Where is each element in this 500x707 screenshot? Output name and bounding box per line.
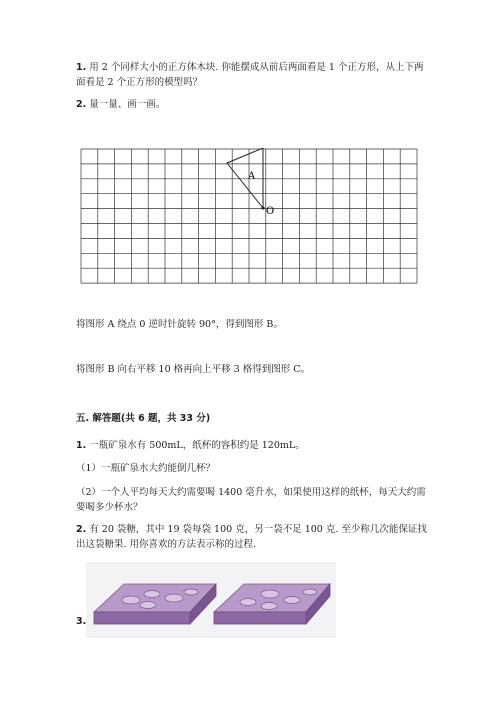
problem-text: 一瓶矿泉水有 500mL，纸杯的容积约是 120mL。 [89, 440, 305, 451]
illustration-block-models [86, 562, 336, 643]
point-o [261, 206, 264, 209]
section-heading: 五. 解答题(共 6 题，共 33 分) [76, 413, 211, 424]
problem-text: 有 20 袋糖，其中 19 袋每袋 100 克，另一袋不足 100 克. 至少称几次能保证找出这袋糖果. 用你喜欢的方法表示称的过程. [76, 524, 427, 550]
problem-number: 2. [76, 524, 87, 535]
problem-1 [76, 60, 431, 90]
problem-number: 1. [76, 62, 87, 73]
label-a: A [248, 171, 256, 182]
answer-q3 [76, 614, 86, 629]
grid-drawing [80, 148, 418, 284]
grid-lines [81, 149, 417, 283]
answer-q2 [76, 522, 431, 552]
answer-q1-sub2: （2）一个人平均每天大约需要喝 1400 毫升水，如果使用这样的纸杯，每天大约需要喝多少杯水？ [76, 487, 426, 513]
problem-2 [76, 97, 431, 112]
problem-number: 2. [76, 99, 87, 110]
instruction-rotate: 将图形 A 绕点 0 逆时针旋转 90°，得到图形 B。 [76, 319, 283, 330]
problem-number: 3. [76, 616, 87, 627]
answer-q1-sub1: （1）一瓶矿泉水大约能倒几杯？ [76, 463, 216, 474]
instruction-translate: 将图形 B 向右平移 10 格再向上平移 3 格得到图形 C。 [76, 364, 311, 375]
grid-figure [80, 148, 418, 289]
problem-number: 1. [76, 440, 87, 451]
problem-text: 用 2 个同样大小的正方体木块. 你能摆成从前后两面看是 1 个正方形，从上下两面看是 2 个正方形的模型吗？ [76, 62, 424, 88]
label-o: O [266, 206, 275, 217]
problem-text: 量一量、画一画。 [89, 99, 166, 110]
block-models-image [86, 562, 336, 638]
answer-q1 [76, 438, 431, 453]
